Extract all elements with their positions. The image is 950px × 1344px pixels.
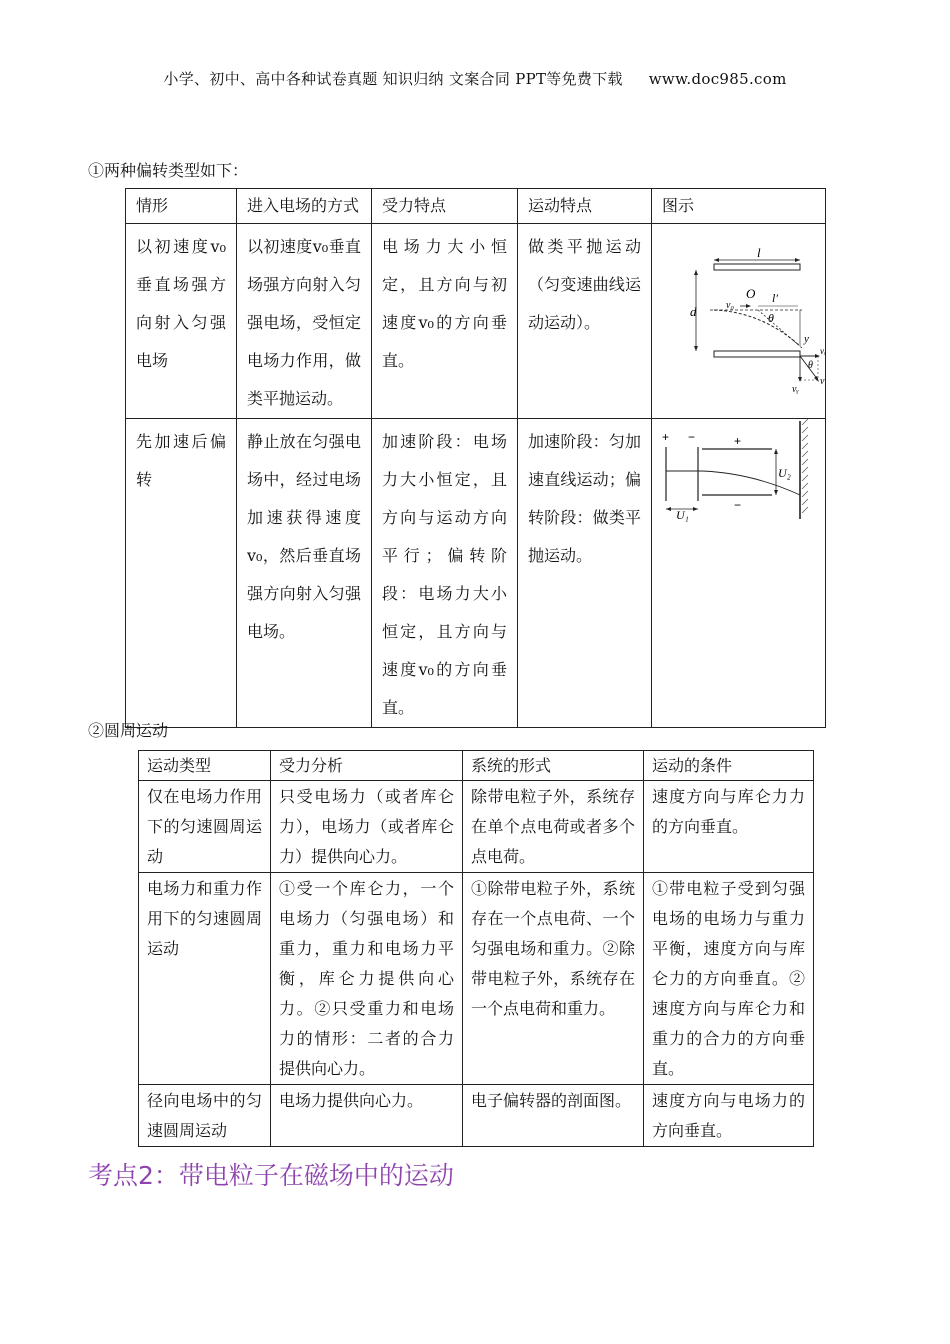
table-row	[126, 419, 826, 728]
header-url[interactable]: www.doc985.com	[648, 70, 787, 88]
col-header-condition: 运动的条件	[644, 751, 814, 781]
cell-entry: 以初速度v₀垂直场强方向射入匀强电场，受恒定电场力作用，做类平抛运动。	[237, 224, 372, 419]
label-theta: θ	[768, 311, 774, 325]
table-row	[139, 1085, 814, 1147]
cell-figure	[652, 419, 826, 728]
col-header-figure: 图示	[652, 189, 826, 224]
cell-force: 加速阶段：电场力大小恒定，且方向与运动方向平行；偏转阶段：电场力大小恒定，且方向与速度v₀的方向垂直。	[372, 419, 518, 728]
section1-label: ①两种偏转类型如下：	[88, 161, 249, 180]
header-text: 小学、初中、高中各种试卷真题 知识归纳 文案合同 PPT等免费下载	[163, 70, 623, 88]
trajectory-curve	[714, 310, 800, 346]
cell-type: 仅在电场力作用下的匀速圆周运动	[139, 781, 271, 873]
col-header-force: 受力特点	[372, 189, 518, 224]
deflection-diagram	[652, 224, 827, 412]
table1-header-row	[126, 189, 826, 224]
cell-force-analysis: ①受一个库仑力，一个电场力（匀强电场）和重力，重力和电场力平衡，库仑力提供向心力。②只受重力和电场力的情形：二者的合力提供向心力。	[271, 873, 463, 1085]
cell-motion: 加速阶段：匀加速直线运动；偏转阶段：做类平抛运动。	[518, 419, 652, 728]
label-lprime: l′	[772, 291, 778, 305]
label-plus2: +	[734, 434, 742, 448]
label-minus2: −	[734, 498, 742, 512]
label-O: O	[746, 286, 756, 301]
table-row	[126, 224, 826, 419]
label-vy: vᵧ	[792, 384, 799, 395]
cell-situation: 以初速度v₀垂直场强方向射入匀强电场	[126, 224, 237, 419]
cell-condition: 速度方向与库仑力力的方向垂直。	[644, 781, 814, 873]
label-U2: U₂	[778, 466, 791, 480]
cell-entry: 静止放在匀强电场中，经过电场加速获得速度v₀，然后垂直场强方向射入匀强电场。	[237, 419, 372, 728]
cell-force: 电场力大小恒定，且方向与初速度v₀的方向垂直。	[372, 224, 518, 419]
cell-type: 电场力和重力作用下的匀速圆周运动	[139, 873, 271, 1085]
label-v0: v₀	[726, 300, 734, 311]
circular-motion-table	[138, 750, 814, 1147]
table2-header-row	[139, 751, 814, 781]
section2-label: ②圆周运动	[88, 721, 169, 740]
page-header	[0, 68, 950, 89]
col-header-situation: 情形	[126, 189, 237, 224]
cell-system: ①除带电粒子外，系统存在一个点电荷、一个匀强电场和重力。②除带电粒子外，系统存在一个点电荷和重力。	[463, 873, 644, 1085]
cell-condition: 速度方向与电场力的方向垂直。	[644, 1085, 814, 1147]
col-header-system: 系统的形式	[463, 751, 644, 781]
table-row	[139, 873, 814, 1085]
topic-heading: 考点2：带电粒子在磁场中的运动	[88, 1161, 454, 1190]
label-U1: U₁	[676, 508, 689, 522]
col-header-entry: 进入电场的方式	[237, 189, 372, 224]
accelerate-deflect-diagram	[652, 419, 824, 529]
cell-figure	[652, 224, 826, 419]
label-y: y	[804, 333, 809, 345]
label-d: d	[690, 304, 697, 319]
label-minus1: −	[688, 430, 696, 444]
col-header-motion: 运动特点	[518, 189, 652, 224]
label-plus1: +	[662, 430, 670, 444]
label-theta2: θ	[808, 360, 813, 371]
cell-system: 电子偏转器的剖面图。	[463, 1085, 644, 1147]
col-header-force-analysis: 受力分析	[271, 751, 463, 781]
cell-situation: 先加速后偏转	[126, 419, 237, 728]
label-v: v	[820, 376, 825, 387]
cell-system: 除带电粒子外，系统存在单个点电荷或者多个点电荷。	[463, 781, 644, 873]
col-header-type: 运动类型	[139, 751, 271, 781]
label-l: l	[757, 245, 761, 260]
cell-motion: 做类平抛运动（匀变速曲线运动运动）。	[518, 224, 652, 419]
bottom-plate	[714, 351, 800, 357]
cell-force-analysis: 只受电场力（或者库仑力），电场力（或者库仑力）提供向心力。	[271, 781, 463, 873]
table-row	[139, 781, 814, 873]
cell-condition: ①带电粒子受到匀强电场的电场力与重力平衡，速度方向与库仑力的方向垂直。②速度方向与库仑力和重力的合力的方向垂直。	[644, 873, 814, 1085]
label-vx: vₓ	[820, 346, 827, 356]
cell-type: 径向电场中的匀速圆周运动	[139, 1085, 271, 1147]
top-plate	[714, 264, 800, 270]
deflection-types-table	[125, 188, 826, 728]
cell-force-analysis: 电场力提供向心力。	[271, 1085, 463, 1147]
